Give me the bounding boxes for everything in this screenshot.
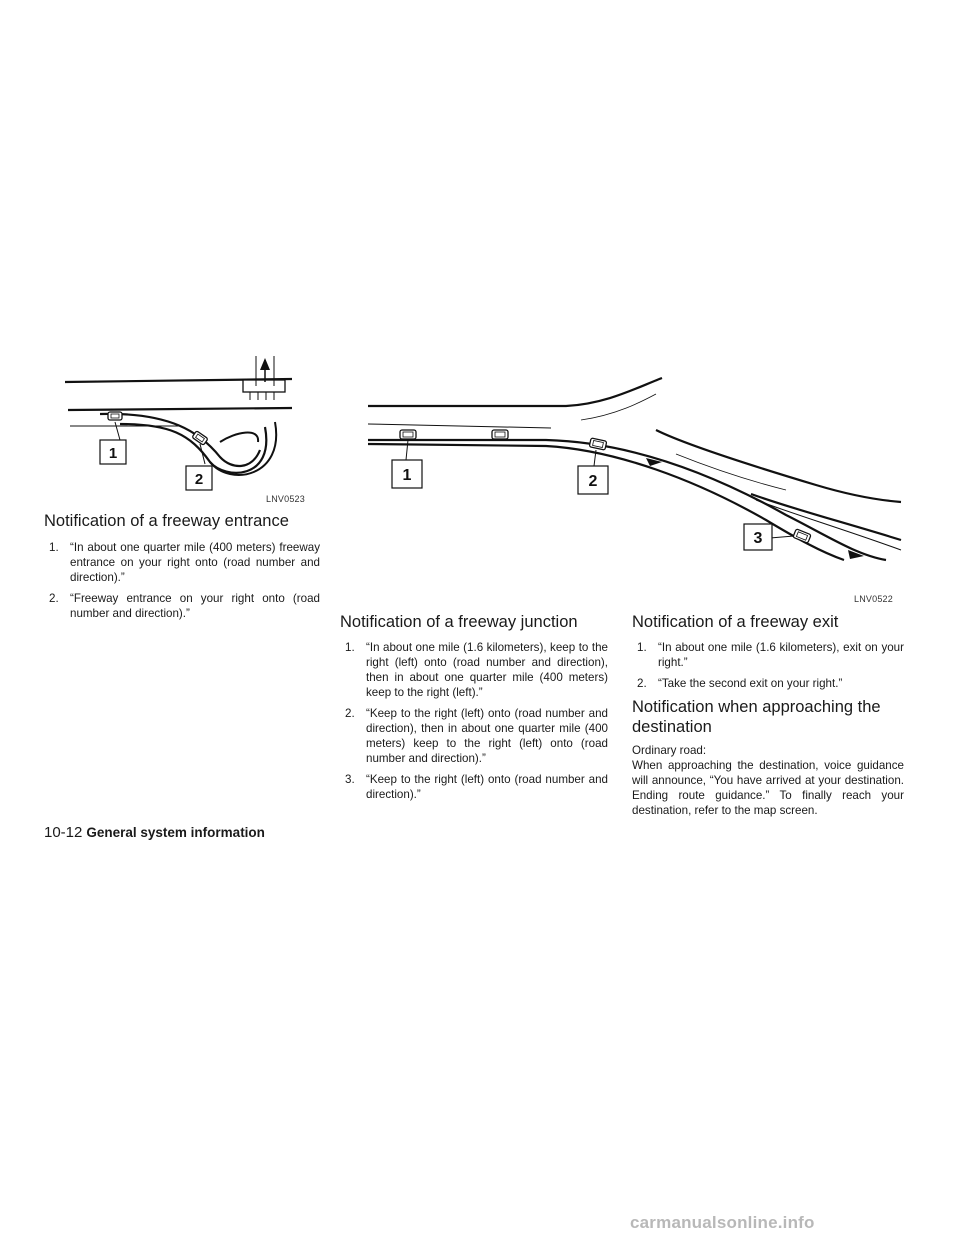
entrance-list — [44, 540, 320, 621]
watermark: carmanualsonline.info — [630, 1213, 815, 1232]
callout-2 — [186, 466, 212, 490]
junction-list — [340, 640, 608, 802]
main-road-top-edge — [368, 378, 662, 406]
section-heading: Notification of a freeway entrance — [44, 512, 289, 530]
list-item: 2. “Freeway entrance on your right onto (road number and direction).” — [49, 592, 320, 620]
section-heading: Notification of a freeway exit — [632, 613, 839, 631]
freeway-entrance-diagram — [60, 352, 310, 502]
freeway-entrance-section — [44, 511, 320, 627]
destination-body-text: When approaching the destination, voice guidance will announce, “You have arrived at your destination. Ending route guidance.” To finally reach your destination, refer to the map screen. — [632, 759, 904, 817]
car-icon — [400, 430, 416, 439]
car-icon — [492, 430, 508, 439]
figure-code: LNV0523 — [266, 494, 305, 504]
section-name: General system information — [86, 825, 265, 840]
ordinary-road-label: Ordinary road: — [632, 744, 707, 757]
section-heading: Notification of a freeway junction — [340, 613, 578, 631]
callout-2 — [578, 466, 608, 494]
list-item: 1. “In about one quarter mile (400 meters) freeway entrance on your right onto (road number and direction).” — [49, 541, 320, 584]
callout-1 — [392, 460, 422, 488]
svg-text:1: 1 — [402, 467, 412, 484]
car-icon — [589, 438, 607, 450]
page-footer — [44, 824, 265, 841]
bridge-box — [243, 380, 285, 392]
car-icon — [793, 529, 811, 543]
section-heading: Notification when approaching the destination — [632, 698, 881, 736]
loop-ramp-inner — [220, 433, 258, 442]
overpass-road-bottom-edge — [68, 408, 292, 410]
list-item: 3. “Keep to the right (left) onto (road number and direction).” — [345, 773, 608, 801]
freeway-junction-section — [340, 612, 608, 808]
branch-upper-edge — [656, 430, 901, 502]
callout-1 — [100, 440, 126, 464]
list-item: 1. “In about one mile (1.6 kilometers), exit on your right.” — [637, 641, 904, 669]
exit-lane-lower — [753, 500, 901, 550]
page-number: 10-12 — [44, 824, 83, 841]
callout-3 — [744, 524, 772, 550]
freeway-exit-section — [632, 612, 904, 818]
svg-text:1: 1 — [108, 445, 118, 462]
freeway-junction-diagram — [366, 370, 904, 600]
list-item: 2. “Keep to the right (left) onto (road number and direction), then in about one quarter mile (400 meters) keep to the right (left) onto (road number and direction).” — [345, 707, 608, 765]
car-icon — [108, 412, 122, 420]
list-item: 1. “In about one mile (1.6 kilometers), keep to the right (left) onto (road number and direction), then in about one quarter mile (400 meters) keep to the right (left).” — [345, 641, 608, 699]
figure-code: LNV0522 — [854, 594, 893, 604]
svg-text:3: 3 — [753, 530, 763, 547]
exit-lane-upper — [751, 494, 901, 540]
svg-text:2: 2 — [194, 471, 204, 488]
list-item: 2. “Take the second exit on your right.” — [637, 677, 843, 690]
exit-list — [632, 640, 904, 691]
svg-text:2: 2 — [588, 473, 598, 490]
